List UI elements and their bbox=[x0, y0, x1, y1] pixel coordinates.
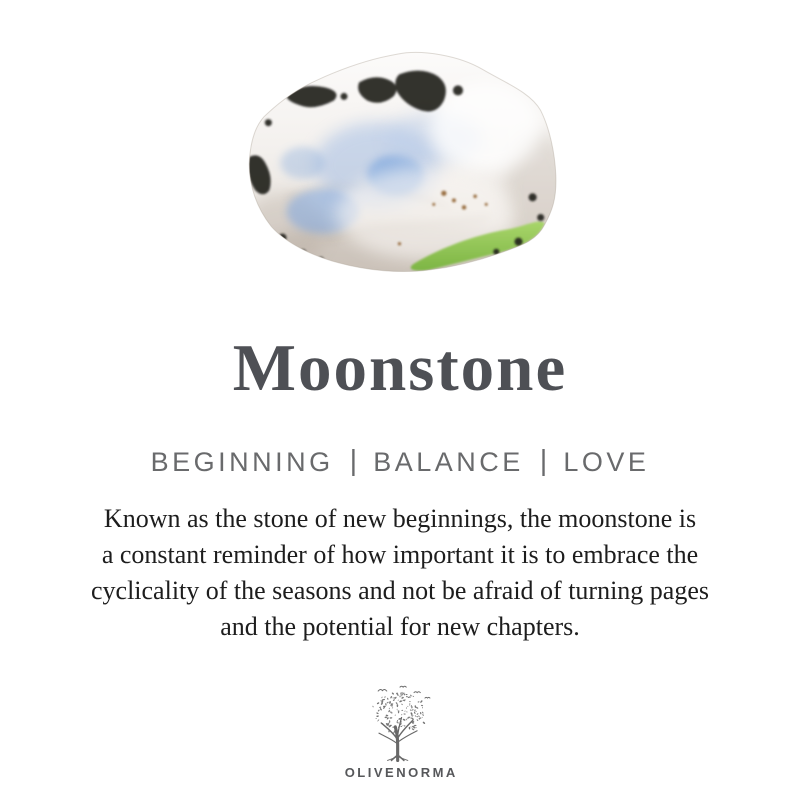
keyword-list bbox=[0, 446, 800, 479]
tree-trunk bbox=[379, 718, 417, 761]
tree-with-birds-icon bbox=[357, 684, 443, 762]
description-line: cyclicality of the seasons and not be afraid of turning pages bbox=[90, 576, 710, 605]
keyword-love: LOVE bbox=[563, 447, 650, 477]
page-title: Moonstone bbox=[232, 331, 568, 405]
description-line: and the potential for new chapters. bbox=[220, 612, 580, 641]
brand-footer bbox=[0, 684, 800, 780]
separator-bar-icon: | bbox=[539, 445, 548, 477]
moonstone-photo-svg bbox=[245, 46, 560, 278]
crystal-highlight bbox=[431, 81, 542, 172]
keyword-balance: BALANCE bbox=[373, 447, 524, 477]
birds-icon bbox=[378, 686, 430, 698]
brand-name: OLIVENORMA bbox=[344, 765, 458, 780]
description-line: a constant reminder of how important it is to embrace the bbox=[101, 540, 699, 569]
keyword-beginning: BEGINNING bbox=[150, 447, 334, 477]
moonstone-photo bbox=[245, 46, 560, 278]
description-line: Known as the stone of new beginnings, the moonstone is bbox=[103, 504, 697, 533]
description bbox=[0, 501, 800, 645]
separator-bar-icon: | bbox=[349, 445, 358, 477]
